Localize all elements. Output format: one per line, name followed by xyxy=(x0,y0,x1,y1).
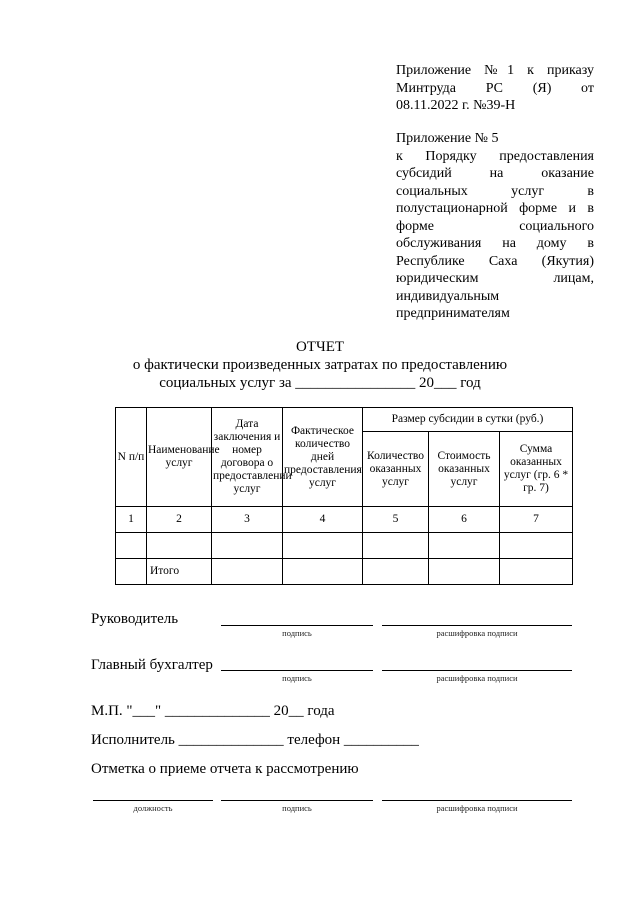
acceptance-signature-line[interactable] xyxy=(221,800,373,801)
table-cell[interactable] xyxy=(429,533,500,559)
table-cell[interactable] xyxy=(147,533,212,559)
appendix-5-block xyxy=(396,130,594,323)
chief-signature-line[interactable] xyxy=(221,670,373,671)
header-date: Дата заключения и номер договора о предоставлении услуг xyxy=(212,408,283,507)
col-number: 4 xyxy=(283,507,363,533)
head-signature-line[interactable] xyxy=(221,625,373,626)
head-label: Руководитель xyxy=(91,611,179,627)
header-num: N п/п xyxy=(116,408,147,507)
col-number: 6 xyxy=(429,507,500,533)
acceptance-decoding-line[interactable] xyxy=(382,800,572,801)
appendix-5-line: к Порядку предоставления xyxy=(396,148,594,164)
appendix-5-line: форме социального xyxy=(396,218,594,234)
report-subtitle: о фактически произведенных затратах по предоставлению xyxy=(132,357,508,373)
header-sum: Сумма оказанных услуг (гр. 6 * гр. 7) xyxy=(500,432,573,507)
col-number: 7 xyxy=(500,507,573,533)
col-number: 5 xyxy=(363,507,429,533)
appendix-5-line: Приложение № 5 xyxy=(396,131,499,146)
table-cell[interactable] xyxy=(363,533,429,559)
appendix-5-line: предпринимателям xyxy=(396,306,510,321)
total-label: Итого xyxy=(147,559,212,585)
acceptance-label: Отметка о приеме отчета к рассмотрению xyxy=(91,761,359,777)
table-cell[interactable] xyxy=(116,533,147,559)
appendix-1-block xyxy=(396,62,594,115)
appendix-5-line: социальных услуг в xyxy=(396,183,594,199)
table-header-row xyxy=(116,408,573,432)
header-qty: Количество оказанных услуг xyxy=(363,432,429,507)
appendix-5-line: юридическим лицам, xyxy=(396,271,594,286)
appendix-1-line: Приложение №1 к приказу xyxy=(396,63,594,78)
table-cell[interactable] xyxy=(212,533,283,559)
report-title: ОТЧЕТ xyxy=(295,339,345,355)
col-number: 2 xyxy=(147,507,212,533)
report-subtitle: социальных услуг за ________________ 20___ год xyxy=(159,375,481,391)
table-cell[interactable] xyxy=(500,559,573,585)
table-cell[interactable] xyxy=(363,559,429,585)
table-cell[interactable] xyxy=(116,559,147,585)
caption-signature: подпись xyxy=(282,673,312,683)
column-numbers-row xyxy=(116,507,573,533)
total-row xyxy=(116,559,573,585)
table-cell[interactable] xyxy=(500,533,573,559)
caption-decoding: расшифровка подписи xyxy=(436,628,518,638)
table-cell[interactable] xyxy=(212,559,283,585)
report-table xyxy=(115,407,573,585)
header-name: Наименование услуг xyxy=(147,408,212,507)
head-decoding-line[interactable] xyxy=(382,625,572,626)
appendix-5-line: индивидуальным xyxy=(396,288,500,304)
caption-position: должность xyxy=(133,803,173,813)
executor-line: Исполнитель ______________ телефон __________ xyxy=(91,732,419,748)
header-days: Фактическое количество дней предоставления услуг xyxy=(283,408,363,507)
col-number: 3 xyxy=(212,507,283,533)
chief-decoding-line[interactable] xyxy=(382,670,572,671)
table-cell[interactable] xyxy=(283,533,363,559)
stamp-date-line: М.П. "___" ______________ 20__ года xyxy=(91,703,335,719)
header-subsidy-group: Размер субсидии в сутки (руб.) xyxy=(363,408,573,432)
header-cost: Стоимость оказанных услуг xyxy=(429,432,500,507)
caption-signature: подпись xyxy=(282,803,312,813)
table-row xyxy=(116,533,573,559)
caption-decoding: расшифровка подписи xyxy=(436,803,518,813)
caption-decoding: расшифровка подписи xyxy=(436,673,518,683)
caption-signature: подпись xyxy=(282,628,312,638)
col-number: 1 xyxy=(116,507,147,533)
appendix-5-line: субсидий на оказание xyxy=(396,166,594,181)
appendix-1-line: Минтруда РС (Я) от xyxy=(396,80,594,96)
appendix-5-line: Республике Саха (Якутия) xyxy=(396,253,594,269)
position-line[interactable] xyxy=(93,800,213,801)
table-cell[interactable] xyxy=(429,559,500,585)
appendix-5-line: полустационарной форме и в xyxy=(396,201,594,216)
appendix-5-line: обслуживания на дому в xyxy=(396,236,594,251)
appendix-1-line: 08.11.2022 г. №39-Н xyxy=(396,98,516,113)
table-cell[interactable] xyxy=(283,559,363,585)
chief-accountant-label: Главный бухгалтер xyxy=(91,657,213,673)
